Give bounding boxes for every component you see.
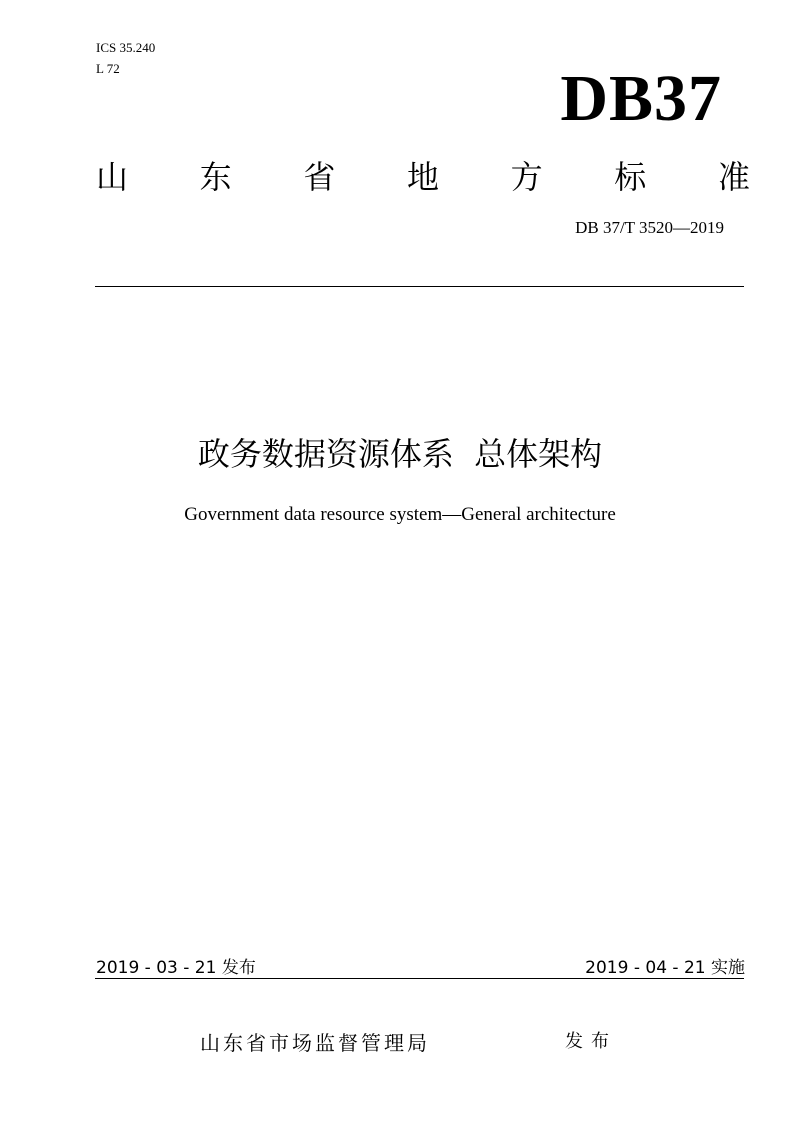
bottom-divider xyxy=(95,978,744,979)
standard-type-char: 省 xyxy=(303,158,336,196)
document-title-cn: 政务数据资源体系 总体架构 xyxy=(197,435,603,473)
issue-date: 2019 - 03 - 21 发布 xyxy=(96,958,256,978)
db-logo: DB37 xyxy=(560,62,722,135)
standard-number: DB 37/T 3520—2019 xyxy=(575,218,724,237)
standard-type-char: 东 xyxy=(199,158,232,196)
issuing-authority: 山东省市场监督管理局 xyxy=(200,1031,430,1055)
ics-code: ICS 35.240 xyxy=(96,40,156,55)
standard-type-title xyxy=(96,153,750,197)
standard-type-char: 地 xyxy=(406,158,439,196)
standard-type-char: 标 xyxy=(614,158,647,196)
standard-type-char: 准 xyxy=(717,158,750,196)
standard-type-char: 方 xyxy=(510,158,543,196)
document-title-en: Government data resource system—General architecture xyxy=(184,504,616,525)
implement-date: 2019 - 04 - 21 实施 xyxy=(585,958,745,978)
standard-type-char: 山 xyxy=(96,158,129,196)
classification-code: L 72 xyxy=(96,61,120,76)
top-divider xyxy=(95,286,744,287)
issue-label: 发布 xyxy=(565,1031,617,1052)
